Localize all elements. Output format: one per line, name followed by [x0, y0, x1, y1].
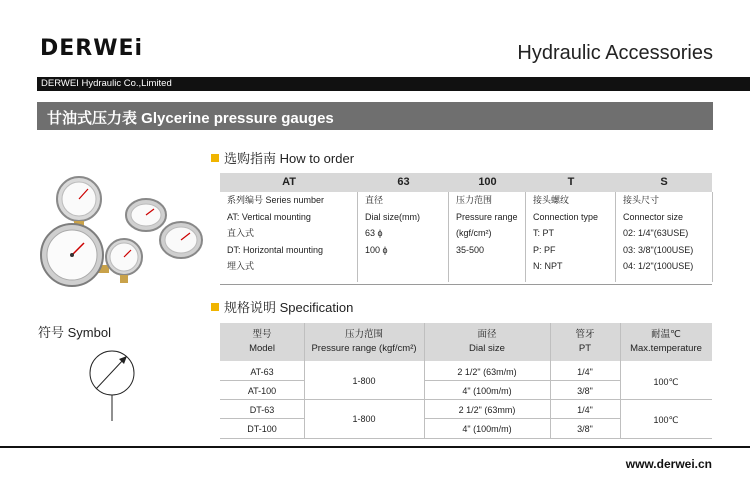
order-text: 03: 3/8"(100USE): [623, 244, 694, 255]
order-text: 埋入式: [227, 261, 255, 271]
order-text: 04: 1/2"(100USE): [623, 261, 694, 271]
order-text: P: PF: [533, 244, 556, 255]
order-header-cell: 63: [397, 176, 410, 188]
order-column-connector-size: [616, 192, 713, 282]
spec-pressure: 1-800: [352, 376, 376, 386]
table-divider: [220, 399, 712, 400]
order-text: 直入式: [227, 228, 255, 238]
spec-header-temp: 耐温℃ Max.temperature: [630, 329, 702, 354]
spec-model: AT-63: [250, 367, 274, 377]
spec-pt: 3/8": [577, 424, 593, 434]
table-divider: [304, 323, 305, 439]
spec-temp: 100℃: [653, 377, 679, 387]
order-header-cell: AT: [282, 176, 296, 188]
spec-pressure: 1-800: [352, 414, 376, 424]
order-text: AT: Vertical mounting: [227, 211, 311, 222]
symbol-label: 符号 Symbol: [38, 325, 111, 340]
order-text: 接头螺纹: [533, 195, 570, 205]
yellow-square-icon: [211, 303, 219, 311]
order-column-connection: [526, 192, 616, 282]
table-divider: [424, 418, 620, 419]
order-text: 02: 1/4"(63USE): [623, 228, 689, 238]
spec-model: DT-63: [249, 405, 275, 415]
gauge-icon: [160, 222, 202, 258]
order-column-dial: [358, 192, 449, 282]
spec-dial: 2 1/2" (63m/m): [457, 367, 517, 377]
brand-logo: DERWEi: [40, 36, 144, 61]
spec-header-model: 型号 Model: [249, 329, 275, 354]
order-text: 直径: [365, 195, 384, 205]
spec-dial: 4" (100m/m): [462, 386, 512, 396]
order-header-cell: T: [567, 176, 575, 188]
order-text: 接头尺寸: [623, 195, 660, 205]
order-text: 压力范围: [456, 195, 493, 205]
order-text: Connection type: [533, 211, 599, 222]
order-text: 100 ϕ: [365, 244, 388, 255]
table-divider: [550, 323, 551, 439]
spec-pt: 1/4": [577, 405, 593, 415]
order-text: Pressure range: [456, 211, 518, 222]
order-text: N: NPT: [533, 261, 563, 271]
order-text: DT: Horizontal mounting: [227, 244, 324, 255]
order-column-series: [220, 192, 358, 282]
order-text: 系列编号 Series number: [227, 195, 325, 205]
spec-header-pressure: 压力范围 Pressure range (kgf/cm²): [311, 329, 417, 354]
order-text: Connector size: [623, 211, 684, 222]
spec-model: AT-100: [247, 386, 277, 396]
company-name: DERWEI Hydraulic Co.,Limited: [41, 78, 172, 89]
gauge-icon: [126, 199, 166, 231]
yellow-square-icon: [211, 154, 219, 162]
order-column-pressure: [449, 192, 526, 282]
table-divider: [220, 438, 712, 439]
website-url[interactable]: www.derwei.cn: [625, 457, 712, 471]
section-title-bar: [37, 102, 713, 130]
spec-temp: 100℃: [653, 415, 679, 425]
table-divider: [424, 380, 620, 381]
spec-pt: 1/4": [577, 367, 593, 377]
pressure-gauges-image: [36, 175, 214, 287]
order-text: (kgf/cm²): [456, 228, 492, 238]
gauge-symbol-icon: [86, 345, 142, 425]
order-text: 63 ϕ: [365, 228, 383, 238]
order-text: Dial size(mm): [365, 211, 420, 222]
footer-divider: [0, 446, 750, 448]
spec-header-pt: 管牙 PT: [575, 329, 595, 354]
gauge-icon: [41, 224, 109, 286]
gauge-icon: [106, 239, 142, 283]
order-text: 35-500: [456, 244, 485, 255]
gauge-icon: [57, 177, 101, 229]
spec-dial: 4" (100m/m): [462, 424, 512, 434]
order-header-cell: S: [660, 176, 668, 188]
table-divider: [620, 323, 621, 439]
spec-header-dial: 面径 Dial size: [469, 329, 505, 354]
table-divider: [424, 323, 425, 439]
table-divider: [220, 284, 712, 285]
order-header-cell: 100: [478, 176, 497, 188]
order-text: T: PT: [533, 228, 555, 238]
section-title: 甘油式压力表 Glycerine pressure gauges: [47, 110, 334, 127]
table-divider: [220, 418, 304, 419]
spec-pt: 3/8": [577, 386, 593, 396]
page-title: Hydraulic Accessories: [517, 42, 713, 64]
spec-model: DT-100: [247, 424, 277, 434]
company-bar: [37, 77, 750, 91]
specification-heading: 规格说明 Specification: [211, 297, 353, 316]
spec-dial: 2 1/2" (63mm): [458, 405, 516, 415]
table-divider: [220, 380, 304, 381]
how-to-order-heading: 选购指南 How to order: [211, 148, 354, 167]
